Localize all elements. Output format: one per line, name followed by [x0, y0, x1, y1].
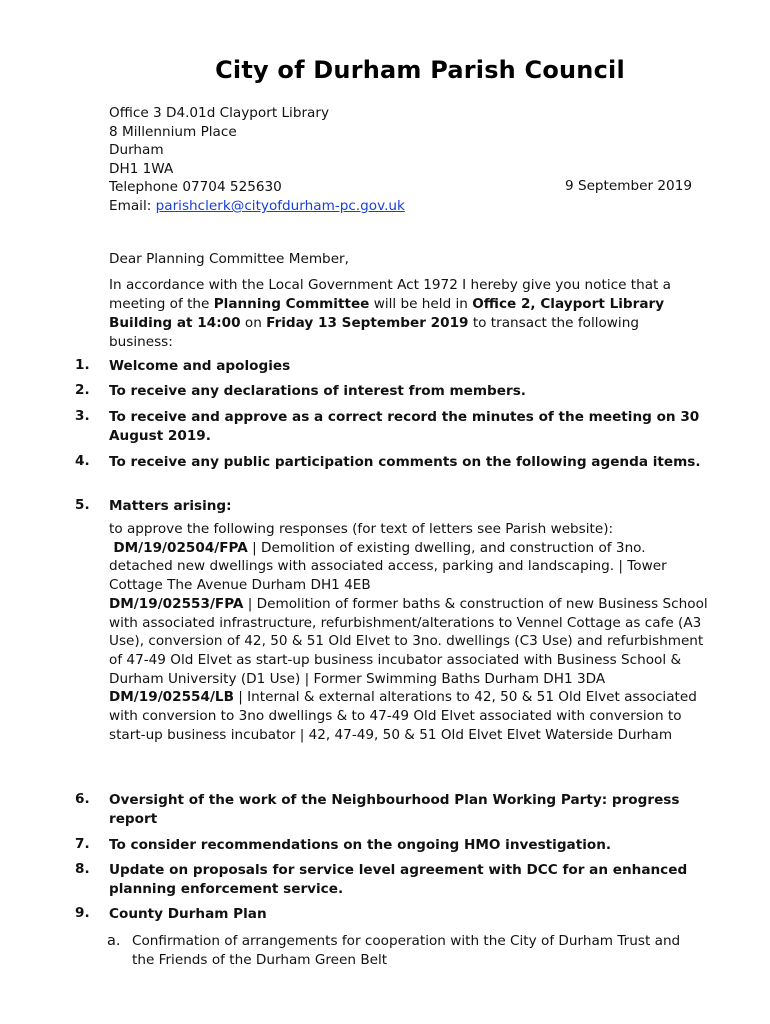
- telephone: Telephone 07704 525630: [109, 179, 282, 196]
- intro-venue: Office 2, Clayport Library Building at 14:00: [109, 296, 665, 331]
- agenda-number: 8.: [75, 861, 90, 877]
- matters-arising-body: [109, 520, 709, 744]
- email-link[interactable]: parishclerk@cityofdurham-pc.gov.uk: [155, 197, 405, 214]
- agenda-number: 6.: [75, 791, 90, 807]
- letter-date: 9 September 2019: [564, 178, 692, 194]
- address-line-2: 8 Millennium Place: [109, 123, 237, 140]
- email-line: [109, 197, 405, 216]
- application-desc: | Demolition of former baths & construction of new Business School with associated infrastructure, refurbishment/alterations to Vennel Cottage as cafe (A3 Use), conversion of 42, 50 & 51 Old Elvet to 3no. dwellings (C3 Use) and refurbishment of 47-49 Old Elvet as start-up business incubator associated with Business School & Durham University (D1 Use) | Former Swimming Baths Durham DH1 3DA: [109, 595, 708, 687]
- sub-item-label: a.: [107, 933, 121, 949]
- agenda-text: Welcome and apologies: [109, 358, 291, 374]
- agenda-text: Matters arising:: [109, 498, 232, 514]
- application: [109, 595, 709, 689]
- application-ref: DM/19/02504/FPA: [113, 539, 248, 556]
- agenda-number: 4.: [75, 453, 90, 469]
- salutation: Dear Planning Committee Member,: [109, 251, 349, 267]
- application: [109, 539, 709, 595]
- agenda-text: Update on proposals for service level agreement with DCC for an enhanced planning enforcement service.: [109, 862, 688, 897]
- address-line-4: DH1 1WA: [109, 160, 174, 177]
- intro-committee: Planning Committee: [213, 296, 370, 312]
- intro-paragraph: [109, 276, 699, 352]
- agenda-number: 7.: [75, 836, 90, 852]
- intro-text-2: will be held in: [369, 296, 473, 312]
- agenda-text: To receive any declarations of interest from members.: [109, 383, 526, 399]
- agenda-number: 2.: [75, 382, 90, 398]
- agenda-number: 5.: [75, 497, 90, 513]
- address-line-1: Office 3 D4.01d Clayport Library: [109, 105, 330, 121]
- intro-text-4: to transact the following business:: [109, 315, 639, 350]
- agenda-number: 1.: [75, 357, 90, 373]
- application-ref: DM/19/02554/LB: [109, 689, 234, 706]
- application-desc: | Demolition of existing dwelling, and construction of 3no. detached new dwellings with associated access, parking and landscaping. | Tower Cottage The Avenue Durham DH1 4EB: [109, 539, 667, 594]
- address-line-3: Durham: [109, 142, 164, 159]
- sub-item-text: Confirmation of arrangements for cooperation with the City of Durham Trust and the Friends of the Durham Green Belt: [132, 933, 681, 968]
- agenda-text: County Durham Plan: [109, 906, 267, 922]
- page-title: City of Durham Parish Council: [215, 56, 625, 84]
- email-label: Email:: [109, 197, 156, 214]
- agenda-number: 9.: [75, 905, 90, 921]
- matters-lead: to approve the following responses (for text of letters see Parish website):: [109, 521, 614, 537]
- intro-text-1: In accordance with the Local Government Act 1972 I hereby give you notice that a meeting of the: [109, 277, 672, 312]
- application-ref: DM/19/02553/FPA: [109, 595, 244, 612]
- intro-date: Friday 13 September 2019: [266, 315, 469, 331]
- application-desc: | Internal & external alterations to 42, 50 & 51 Old Elvet associated with conversion to 3no dwellings & to 47-49 Old Elvet associated with conversion to start-up business incubator | 42, 47-49, 50 & 51 Old Elvet Elvet Waterside Durham: [109, 689, 697, 743]
- agenda-text: To receive any public participation comments on the following agenda items.: [109, 454, 701, 470]
- intro-text-3: on: [240, 315, 267, 331]
- application: [109, 688, 709, 744]
- agenda-number: 3.: [75, 408, 90, 424]
- address-block: [109, 104, 405, 216]
- agenda-text: To receive and approve as a correct record the minutes of the meeting on 30 August 2019.: [109, 409, 700, 444]
- agenda-text: Oversight of the work of the Neighbourhood Plan Working Party: progress report: [109, 792, 680, 827]
- agenda-text: To consider recommendations on the ongoing HMO investigation.: [109, 837, 612, 853]
